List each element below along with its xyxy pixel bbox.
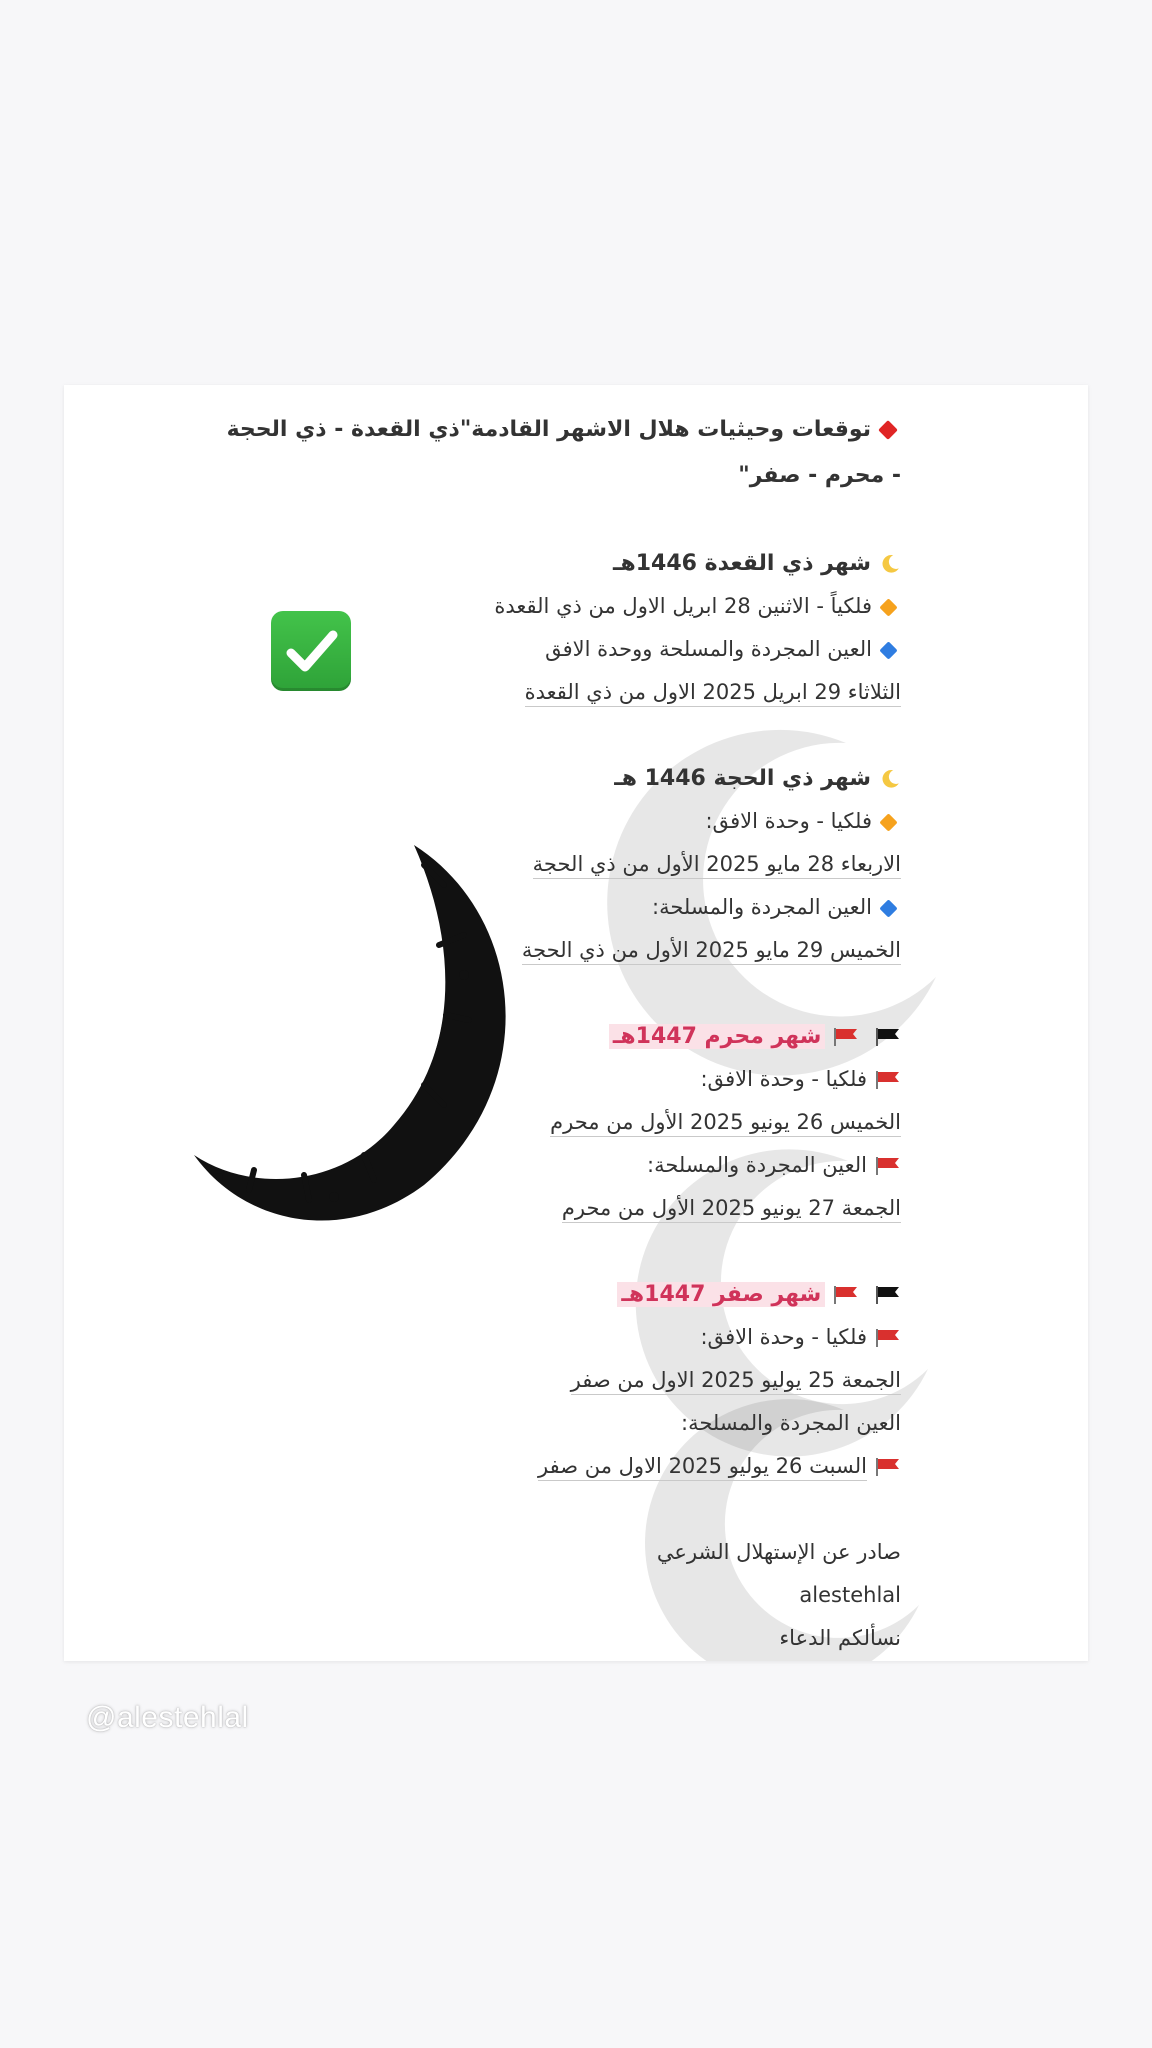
section-heading: شهر ذي القعدة 1446هـ — [201, 542, 901, 585]
red-flag-icon — [875, 1070, 901, 1090]
section-line: العين المجردة والمسلحة: — [201, 1144, 901, 1187]
section-line: فلكيا - وحدة الافق: — [201, 800, 901, 843]
blue-diamond-icon — [879, 899, 897, 917]
footer-prayer: نسألكم الدعاء — [779, 1626, 901, 1650]
section-line: العين المجردة والمسلحة: — [201, 886, 901, 929]
footer-source: صادر عن الإستهلال الشرعي — [656, 1540, 901, 1564]
section-line: الخميس 29 مايو 2025 الأول من ذي الحجة — [201, 929, 901, 972]
black-flag-icon — [875, 1027, 901, 1047]
story-watermark: @alestehlal — [86, 1701, 249, 1734]
section-line: السبت 26 يوليو 2025 الاول من صفر — [201, 1445, 901, 1488]
crescent-moon-icon — [879, 553, 901, 575]
section-heading: شهر ذي الحجة 1446 هـ — [201, 757, 901, 800]
red-flag-icon — [875, 1457, 901, 1477]
section-line: فلكياً - الاثنين 28 ابريل الاول من ذي القعدة — [201, 585, 901, 628]
red-diamond-icon — [878, 420, 898, 440]
section-line: فلكيا - وحدة الافق: — [201, 1058, 901, 1101]
section-line: العين المجردة والمسلحة: — [681, 1411, 901, 1435]
orange-diamond-icon — [879, 813, 897, 831]
section-line: الخميس 26 يونيو 2025 الأول من محرم — [201, 1101, 901, 1144]
crescent-moon-icon — [879, 768, 901, 790]
post-text — [201, 407, 901, 1660]
black-flag-icon — [875, 1285, 901, 1305]
section-line: فلكيا - وحدة الافق: — [201, 1316, 901, 1359]
red-flag-icon — [833, 1285, 859, 1305]
post-title-line-2: - محرم - صفر" — [738, 463, 901, 488]
section-line: الثلاثاء 29 ابريل 2025 الاول من ذي القعدة — [201, 671, 901, 714]
footer-handle: alestehlal — [799, 1583, 901, 1607]
red-flag-icon — [875, 1328, 901, 1348]
section-line: العين المجردة والمسلحة ووحدة الافق — [201, 628, 901, 671]
red-flag-icon — [875, 1156, 901, 1176]
section-line: الاربعاء 28 مايو 2025 الأول من ذي الحجة — [201, 843, 901, 886]
section-heading: شهر محرم 1447هـ — [201, 1015, 901, 1058]
orange-diamond-icon — [879, 598, 897, 616]
blue-diamond-icon — [879, 641, 897, 659]
red-flag-icon — [833, 1027, 859, 1047]
section-heading: شهر صفر 1447هـ — [201, 1273, 901, 1316]
post-card — [64, 385, 1088, 1661]
section-line: الجمعة 25 يوليو 2025 الاول من صفر — [201, 1359, 901, 1402]
section-line: الجمعة 27 يونيو 2025 الأول من محرم — [201, 1187, 901, 1230]
post-title-line-1: توقعات وحيثيات هلال الاشهر القادمة"ذي القعدة - ذي الحجة — [201, 407, 901, 453]
